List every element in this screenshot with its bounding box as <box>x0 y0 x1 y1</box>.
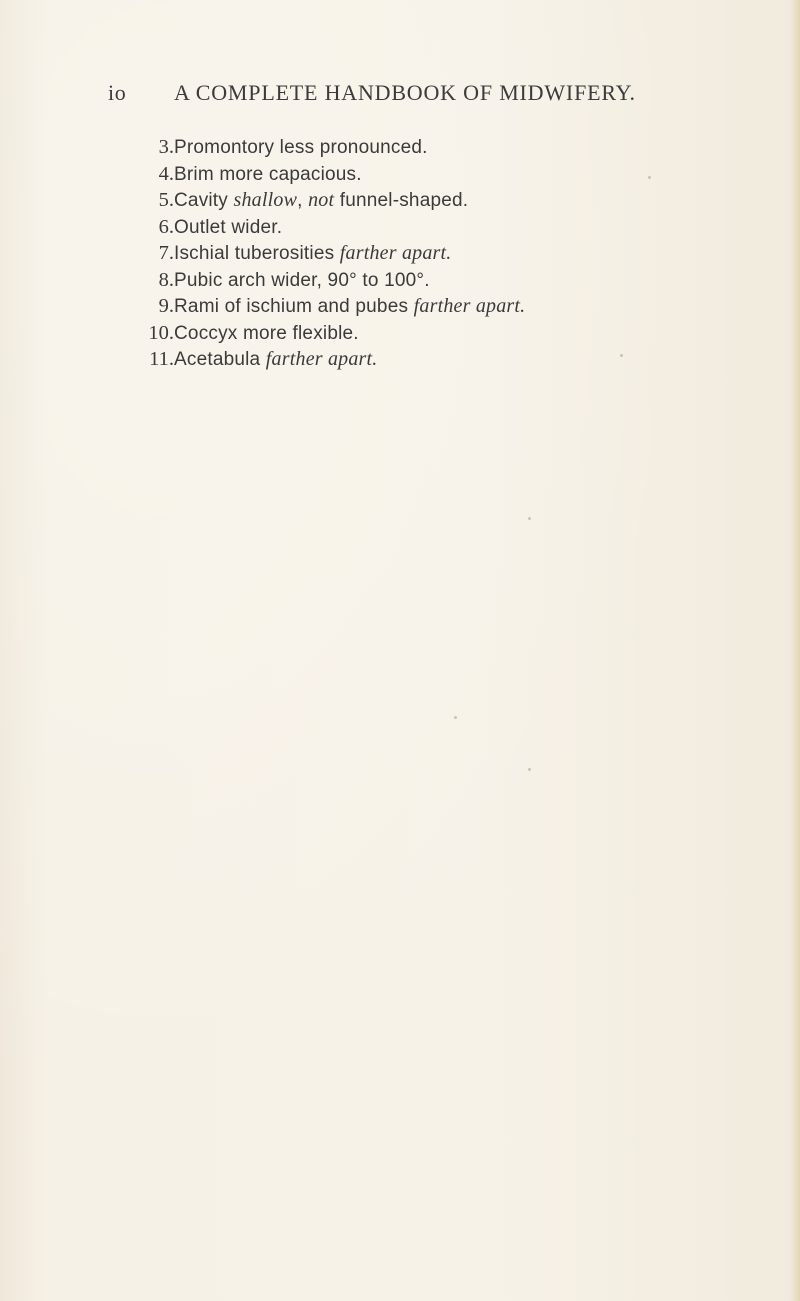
list-item <box>122 163 702 190</box>
item-number: 9. <box>158 295 174 317</box>
item-text: Ischial tuberosities farther apart. <box>174 242 452 264</box>
item-number: 3. <box>158 136 174 158</box>
list-item <box>122 322 702 349</box>
list-item <box>122 295 702 322</box>
item-number: 4. <box>158 162 174 185</box>
item-number: 10. <box>148 321 174 344</box>
item-number: 6. <box>158 215 174 238</box>
list-item <box>122 348 702 375</box>
running-title: A COMPLETE HANDBOOK OF MIDWIFERY. <box>174 80 636 105</box>
item-number: 11. <box>149 348 174 370</box>
item-text: Acetabula farther apart. <box>174 348 378 370</box>
paper-speck <box>620 354 623 357</box>
list-item <box>122 216 702 243</box>
characteristics-list <box>122 136 702 375</box>
item-number: 8. <box>158 268 174 291</box>
item-number: 5. <box>158 189 174 211</box>
list-item <box>122 136 702 163</box>
item-text: Rami of ischium and pubes farther apart. <box>174 295 526 317</box>
item-text: Brim more capacious. <box>174 163 362 185</box>
item-number: 7. <box>158 242 174 264</box>
item-text: Cavity shallow, not funnel-shaped. <box>174 189 469 211</box>
item-text: Outlet wider. <box>174 216 283 238</box>
item-text: Promontory less pronounced. <box>174 137 428 158</box>
item-text: Pubic arch wider, 90° to 100°. <box>174 269 430 291</box>
list-item <box>122 242 702 269</box>
page-header <box>108 80 698 114</box>
page-number: io <box>108 80 127 105</box>
paper-speck <box>648 176 651 179</box>
page-edge <box>790 0 800 1301</box>
item-text: Coccyx more flexible. <box>174 322 359 344</box>
paper-speck <box>454 716 457 719</box>
list-item <box>122 189 702 216</box>
paper-speck <box>528 768 531 771</box>
paper-speck <box>528 517 531 520</box>
list-item <box>122 269 702 296</box>
